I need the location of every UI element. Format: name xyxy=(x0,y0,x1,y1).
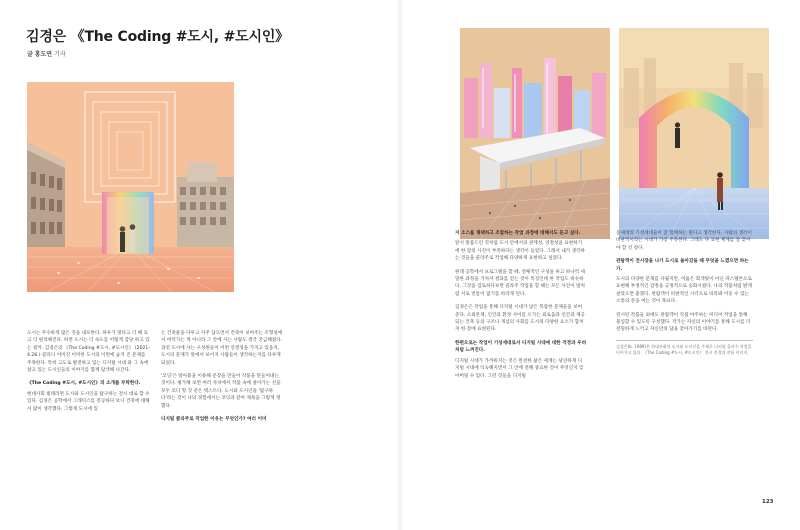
page-number: 123 xyxy=(762,499,774,505)
artwork-image-gate xyxy=(27,82,234,292)
artwork-collage-gate-svg xyxy=(27,82,234,292)
intro-paragraph: 도시는 무수하게 많은 것을 내포한다. 하루가 멀다고 더 해 료고 더 편리해진다. 하면 도시는 더 속도를 어떻게 감당 하고 있는 걸까. 김경은의 《The Coding #도시, #도시인》 (2021-4.28.) 콜라디 이미진 이미한 도시의 이면에 숨겨 진 문제를 주목한다. 특히 고도로 발전하고 있는 디지털 시대 와 그 속에 살고 있는 도시인들의 이야기를 함께 탐색해 나간다. xyxy=(27,331,151,374)
byline xyxy=(27,49,66,58)
left-column-1 xyxy=(27,330,151,419)
byline-name: 홍도연 xyxy=(34,51,53,58)
interview-question: 한편으로는 작업이 기성세대로서 디지털 시대에 대한 걱정과 우려처럼 느껴진다. xyxy=(455,340,587,354)
answer-paragraph: 는 건축물을 다루고 자주 답으면서 건축이 보여주는 조형성에서 여러가는 게 아니라 그 안에 사는 사람도 결국 궁금해졌다. 과연 도시에 사는 구성원들이 어떤 연결성을 가지고 있을지, 도시의 문제가 앞에서 보이지 사람들이 생각하는지를 다루게 되었다. xyxy=(161,331,283,366)
article-title: 김경은 《The Coding #도시, #도시인》 xyxy=(26,29,289,45)
artwork-image-pavilion xyxy=(460,28,610,239)
artwork-image-arch xyxy=(619,28,769,239)
answer-paragraph: 현대사회 빌래라면 도시와 도시인을 탐구하는 전시 대로 할 수 있다. 김경은 공학에서 그래픽스를 전공하다 보니 건축에 대해서 많이 생각했다. 그렇게 도시에 있 xyxy=(27,391,150,412)
answer-paragraph: 도시의 다양한 문제를 다뤘지만, 어둡은 회색빛이 아닌 파스텔톤으로 표현해 부정적인 감정을 긍정적으로 승화시켰다. 나의 작품처럼 밝게 살았으면 좋겠다. 관람객이 비판적인 시각으로 바라봐 이동 수 있는 소통의 문을 여는 것이 목표다. xyxy=(616,277,752,305)
interview-question: 《The Coding #도시, #도시인》의 소개를 부탁한다. xyxy=(27,381,141,387)
answer-paragraph: 원래 공학에서 프로그램을 할 때, 전체적인 구성을 하고 하나씩 세밀한 과정을 거쳐서 결과를 얻는 것이 특징인데 한 작업도 비슷하다. 그것을 검토하다보면 콜라주 작업을 할 때는 모든 사진이 밤처럼 서로 빈틈이 없기를 바라게 된다. xyxy=(455,269,585,297)
right-column-1 xyxy=(455,230,586,386)
interview-question: 관람객이 전시장을 나가 도시로 돌아갔을 때 무엇을 느꼈으면 하는가. xyxy=(616,259,749,272)
answer-paragraph: 디지털 시대가 가까워지는 것은 완전한 삶은 세계는 당연하게 디지털 시대에 익숙해지면서 그 안에 전해 중요한 것이 무엇인지 잊어버릴 수 있다. 그런 것들을 디지털 xyxy=(455,358,584,379)
artwork-collage-pavilion-svg xyxy=(460,28,610,239)
left-column-2 xyxy=(161,330,283,426)
body-paragraph: 김경은은 작업을 통해 디지털 시대가 낳은 복잡한 문제들을 보여준다. 소외문제, 인간과 환경 사이를 오가는 외로움과 인간과 제공되는 건축 등의 구조나 개념의 사회를 도시의 다양한 요소가 합쳐져 한 장에 표현된다. xyxy=(455,305,585,333)
byline-label: 글 xyxy=(27,51,33,58)
answer-paragraph: '코딩'은 알아붙을 이용해 문장을 만들어 작품을 만들어내는 것이다. 평가해 보면 여러 자치에서 작품 속에 살아가는 선을 모두 코디 형 것 같은 텍스트다. 도시와 도시인을 '탐구하다'라는 것이 나의 경험에서는 코딩과 같아 제목을 그렇게 정했다. xyxy=(161,374,281,409)
artwork-collage-arch-svg xyxy=(619,28,769,239)
answer-paragraph: 전시된 작품들 외에도 관람객이 직접 마주하는 미디어 작업을 통해 몰입할 수 있도록 구성했다. 작가는 자신의 이야기를 통해 도시를 더 친밀하게 느끼고 자신만의 답을 찾아가기를 바란다. xyxy=(616,312,751,333)
byline-role: 기자 xyxy=(54,51,66,58)
interview-question: 디지털 콜라주로 작업한 이유는 무엇인가? 여러 이미 xyxy=(161,417,267,423)
image-caption: 김경은(b. 1989)은 현대사회의 도시와 도시인을 주제로 디지털 콜라주 작업을 이어가고 있다. 《The Coding #도시, #도시인》 전시 전경과 작품 이미지. xyxy=(616,340,753,356)
answer-paragraph: 앞서 말씀드린 것처럼 도시 안에서의 관계성, 연결성을 표현하기에 한 장의 사진이 부족하다는 생각이 들었다. 그래서 내가 생각하는 것들을 콜라주로 작업해 다양하게 표현하고 싶었다. xyxy=(455,241,585,262)
answer-paragraph: 동세대의 기성세대들이 잘 함께하는 원다고 생각한다. 사람의 생각이 비판적이라는 시대가 가장 주목한다. 그래도 다 표현 체계를 잘 찾아야 할 것 같다. xyxy=(616,231,752,251)
right-column-2 xyxy=(616,230,753,356)
interview-question: 지 소스를 채택하고 조합하는 작업 과정에 대해서도 듣고 싶다. xyxy=(455,231,581,236)
book-gutter xyxy=(396,0,404,530)
